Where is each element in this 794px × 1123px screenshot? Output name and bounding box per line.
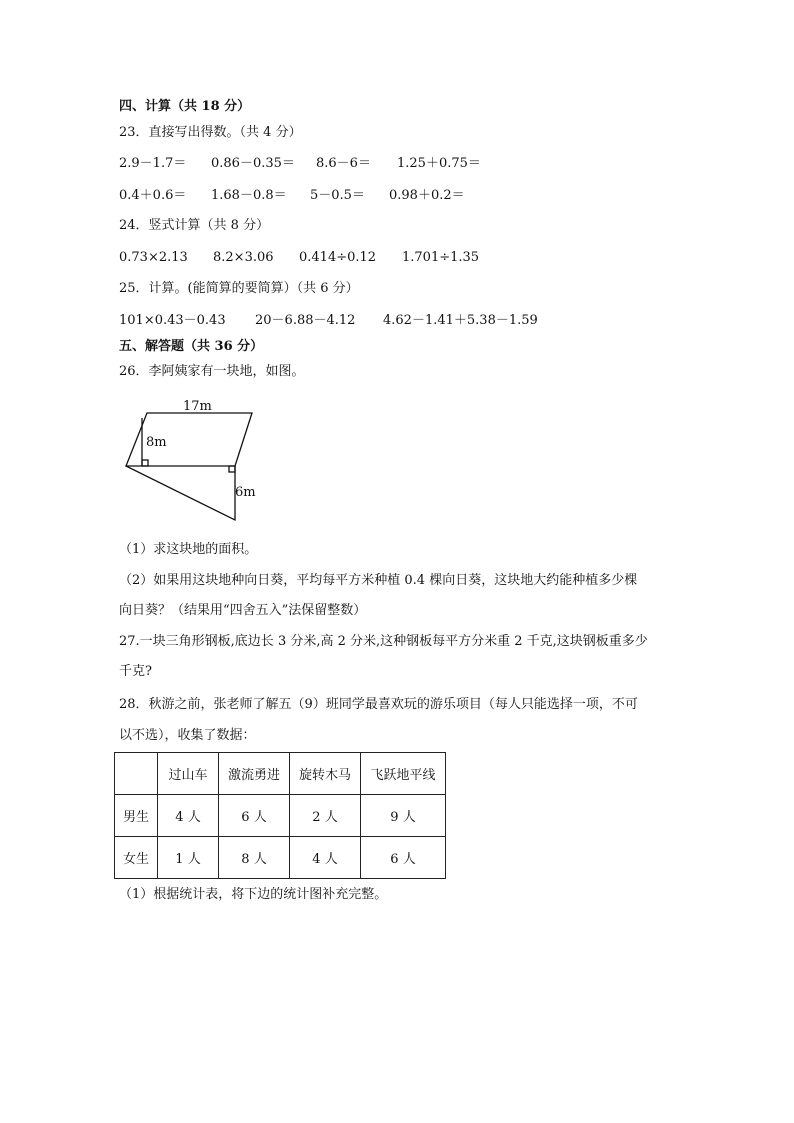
- q26-sub2-line1: （2）如果用这块地种向日葵，平均每平方米种植 0.4 棵向日葵，这块地大约能种植多少棵: [119, 573, 638, 588]
- q24-item: 0.414÷0.12: [299, 250, 377, 265]
- parallelogram-shape: [126, 413, 252, 466]
- q27-line2: 千克?: [119, 664, 152, 679]
- q25-item: 101×0.43－0.43: [119, 313, 226, 328]
- table-cell: 1 人: [158, 837, 219, 879]
- table-cell: 男生: [115, 795, 158, 837]
- q26-sub2-line2: 向日葵？（结果用“四舍五入”法保留整数）: [119, 603, 367, 618]
- q24-title: 24．竖式计算（共 8 分）: [119, 218, 270, 233]
- q26-title: 26．李阿姨家有一块地，如图。: [119, 364, 305, 379]
- table-cell: 4 人: [158, 795, 219, 837]
- q23-item: 0.4＋0.6＝: [119, 188, 187, 203]
- section-5-title: 五、解答题（共 36 分）: [119, 339, 264, 354]
- table-row: [115, 795, 446, 837]
- table-header-cell: 飞跃地平线: [361, 753, 446, 795]
- triangle-shape: [126, 466, 235, 520]
- table-header-row: [115, 753, 446, 795]
- q23-item: 0.98＋0.2＝: [389, 188, 465, 203]
- q25-item: 20－6.88－4.12: [255, 313, 356, 328]
- survey-table: [114, 752, 446, 879]
- q25-title: 25．计算。(能简算的要简算）（共 6 分）: [119, 281, 359, 296]
- q23-item: 2.9－1.7＝: [119, 156, 187, 171]
- q27-line1: 27.一块三角形钢板,底边长 3 分米,高 2 分米,这种钢板每平方分米重 2 千克,这块钢板重多少: [119, 634, 648, 649]
- table-header-cell: 旋转木马: [290, 753, 361, 795]
- table-cell: 6 人: [219, 795, 290, 837]
- table-cell: 9 人: [361, 795, 446, 837]
- table-cell: 女生: [115, 837, 158, 879]
- q26-sub1: （1）求这块地的面积。: [119, 542, 258, 557]
- q23-item: 1.25＋0.75＝: [397, 156, 481, 171]
- label-side: 6m: [235, 485, 256, 500]
- q23-item: 1.68－0.8＝: [211, 188, 287, 203]
- table-cell: 4 人: [290, 837, 361, 879]
- label-height: 8m: [146, 435, 167, 450]
- q28-line1: 28．秋游之前，张老师了解五（9）班同学最喜欢玩的游乐项目（每人只能选择一项，不可: [119, 697, 638, 712]
- q24-item: 8.2×3.06: [213, 250, 274, 265]
- q28-sub1: （1）根据统计表，将下边的统计图补充完整。: [119, 887, 388, 902]
- q25-item: 4.62－1.41＋5.38－1.59: [383, 313, 538, 328]
- table-cell: 8 人: [219, 837, 290, 879]
- table-cell: 2 人: [290, 795, 361, 837]
- right-angle-mark: [229, 466, 235, 472]
- q23-item: 8.6－6＝: [316, 156, 371, 171]
- q23-item: 0.86－0.35＝: [211, 156, 295, 171]
- q24-item: 1.701÷1.35: [402, 250, 480, 265]
- q28-line2: 以不选），收集了数据：: [119, 728, 256, 743]
- table-header-cell: 过山车: [158, 753, 219, 795]
- table-row: [115, 837, 446, 879]
- section-4-title: 四、计算（共 18 分）: [119, 99, 251, 114]
- label-top: 17m: [183, 399, 212, 414]
- land-figure: [120, 395, 260, 525]
- table-header-cell: [115, 753, 158, 795]
- table-header-cell: 激流勇进: [219, 753, 290, 795]
- q24-item: 0.73×2.13: [119, 250, 188, 265]
- q23-item: 5－0.5＝: [310, 188, 365, 203]
- right-angle-mark: [142, 460, 148, 466]
- q23-title: 23．直接写出得数。（共 4 分）: [119, 125, 302, 140]
- table-cell: 6 人: [361, 837, 446, 879]
